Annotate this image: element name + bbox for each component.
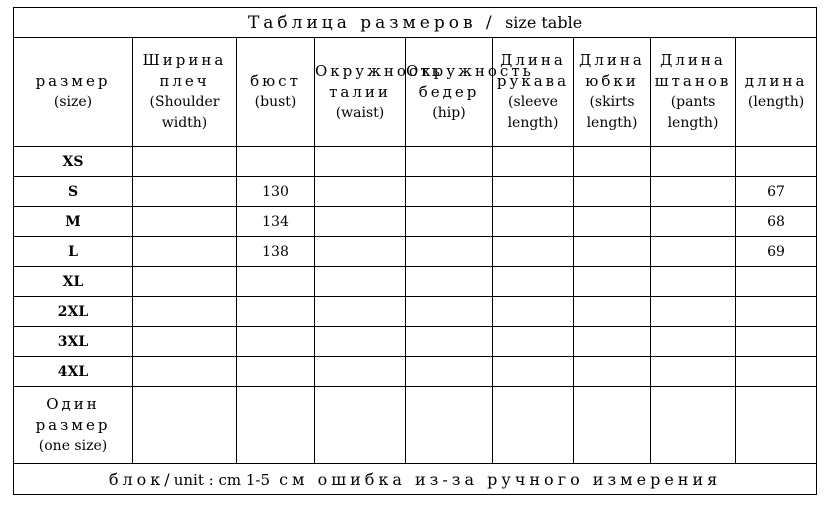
table-row (14, 297, 817, 327)
header-label-ru: Окружность талии (315, 61, 443, 101)
table-cell (574, 357, 651, 387)
table-cell (315, 327, 406, 357)
one-size-label-en: (one size) (38, 437, 108, 454)
table-cell (574, 387, 651, 464)
header-label-en: (Shoulder width) (149, 94, 220, 131)
table-body (14, 147, 817, 387)
header-label-en: (waist) (335, 104, 385, 121)
table-cell (406, 327, 493, 357)
table-cell (651, 267, 736, 297)
table-cell (315, 297, 406, 327)
table-cell (315, 177, 406, 207)
size-table (13, 7, 817, 495)
table-row (14, 177, 817, 207)
table-cell (237, 147, 315, 177)
table-cell (237, 267, 315, 297)
table-row (14, 237, 817, 267)
header-label-en: (pants length) (667, 94, 719, 131)
header-cell (237, 38, 315, 147)
table-cell: 130 (237, 177, 315, 207)
table-cell (237, 357, 315, 387)
size-label: XS (14, 147, 133, 177)
table-cell (651, 297, 736, 327)
table-cell: 138 (237, 237, 315, 267)
table-cell (133, 357, 237, 387)
table-cell (237, 297, 315, 327)
table-cell (315, 387, 406, 464)
header-label-ru: Ширина плеч (142, 51, 227, 90)
table-cell (651, 237, 736, 267)
table-cell (651, 207, 736, 237)
table-cell (736, 387, 817, 464)
header-cell (493, 38, 574, 147)
table-cell (315, 237, 406, 267)
table-cell (406, 267, 493, 297)
header-label-ru: бюст (250, 72, 301, 90)
table-cell (406, 237, 493, 267)
table-cell (133, 327, 237, 357)
table-cell: 67 (736, 177, 817, 207)
table-row (14, 357, 817, 387)
table-cell (493, 297, 574, 327)
size-label: M (14, 207, 133, 237)
header-label-ru: Окружность бедер (406, 61, 534, 101)
table-cell (315, 207, 406, 237)
table-cell (133, 207, 237, 237)
table-cell (315, 267, 406, 297)
table-row (14, 207, 817, 237)
table-title-ru: Таблица размеров (247, 12, 477, 33)
header-label-en: (size) (53, 94, 93, 110)
table-cell (736, 297, 817, 327)
table-cell (493, 207, 574, 237)
table-cell: 134 (237, 207, 315, 237)
table-cell (493, 387, 574, 464)
one-size-label-ru: Один размер (35, 394, 111, 434)
footer-unit-en: unit : cm 1-5 (173, 470, 270, 489)
table-cell (406, 357, 493, 387)
table-cell (736, 357, 817, 387)
header-row (14, 38, 817, 147)
header-label-en: (skirts length) (586, 94, 638, 131)
table-cell (133, 387, 237, 464)
header-cell (574, 38, 651, 147)
table-cell (133, 147, 237, 177)
header-label-ru: Длина юбки (579, 51, 645, 90)
table-cell (493, 237, 574, 267)
header-cell (736, 38, 817, 147)
table-row (14, 267, 817, 297)
table-cell (574, 237, 651, 267)
header-label-ru: размер (35, 72, 111, 90)
table-cell (133, 237, 237, 267)
size-label: 3XL (14, 327, 133, 357)
footer-unit-ru: блок/ (108, 469, 174, 489)
table-cell (493, 357, 574, 387)
table-row (14, 327, 817, 357)
header-label-ru: длина (744, 72, 808, 90)
table-cell (315, 357, 406, 387)
size-label: S (14, 177, 133, 207)
table-cell (406, 207, 493, 237)
table-cell (406, 297, 493, 327)
table-cell (493, 267, 574, 297)
header-label-ru: Длина рукава (496, 51, 570, 90)
size-label: 2XL (14, 297, 133, 327)
table-cell (406, 387, 493, 464)
table-cell (406, 177, 493, 207)
header-label-en: (sleeve length) (507, 94, 559, 131)
table-cell (574, 207, 651, 237)
table-cell (237, 327, 315, 357)
one-size-row (14, 387, 817, 464)
header-label-en: (bust) (254, 94, 297, 110)
table-cell (574, 147, 651, 177)
table-cell (574, 327, 651, 357)
header-cell (14, 38, 133, 147)
table-row (14, 147, 817, 177)
table-cell (736, 267, 817, 297)
header-cell (651, 38, 736, 147)
table-cell (133, 177, 237, 207)
table-title-en: size table (505, 12, 583, 32)
table-cell (651, 177, 736, 207)
table-cell (574, 267, 651, 297)
table-cell (651, 357, 736, 387)
footer-note (14, 464, 817, 495)
header-cell (133, 38, 237, 147)
table-cell (651, 147, 736, 177)
table-cell: 68 (736, 207, 817, 237)
table-cell (315, 147, 406, 177)
table-cell (574, 177, 651, 207)
size-label: XL (14, 267, 133, 297)
table-cell (651, 327, 736, 357)
table-cell (574, 297, 651, 327)
one-size-label (14, 387, 133, 464)
size-label: 4XL (14, 357, 133, 387)
table-cell (651, 387, 736, 464)
header-label-en: (hip) (432, 104, 466, 121)
header-label-en: (length) (747, 94, 805, 110)
table-cell (133, 267, 237, 297)
header-cell (315, 38, 443, 147)
table-cell (237, 387, 315, 464)
table-cell (406, 147, 493, 177)
table-cell (736, 327, 817, 357)
table-cell: 69 (736, 237, 817, 267)
table-title (14, 8, 817, 38)
size-label: L (14, 237, 133, 267)
table-cell (133, 297, 237, 327)
table-cell (493, 327, 574, 357)
header-label-ru: Длина штанов (654, 51, 732, 90)
table-cell (736, 147, 817, 177)
footer-error-note: см ошибка из-за ручного измерения (270, 469, 722, 489)
table-cell (493, 177, 574, 207)
table-title-separator: / (476, 12, 506, 33)
table-cell (493, 147, 574, 177)
